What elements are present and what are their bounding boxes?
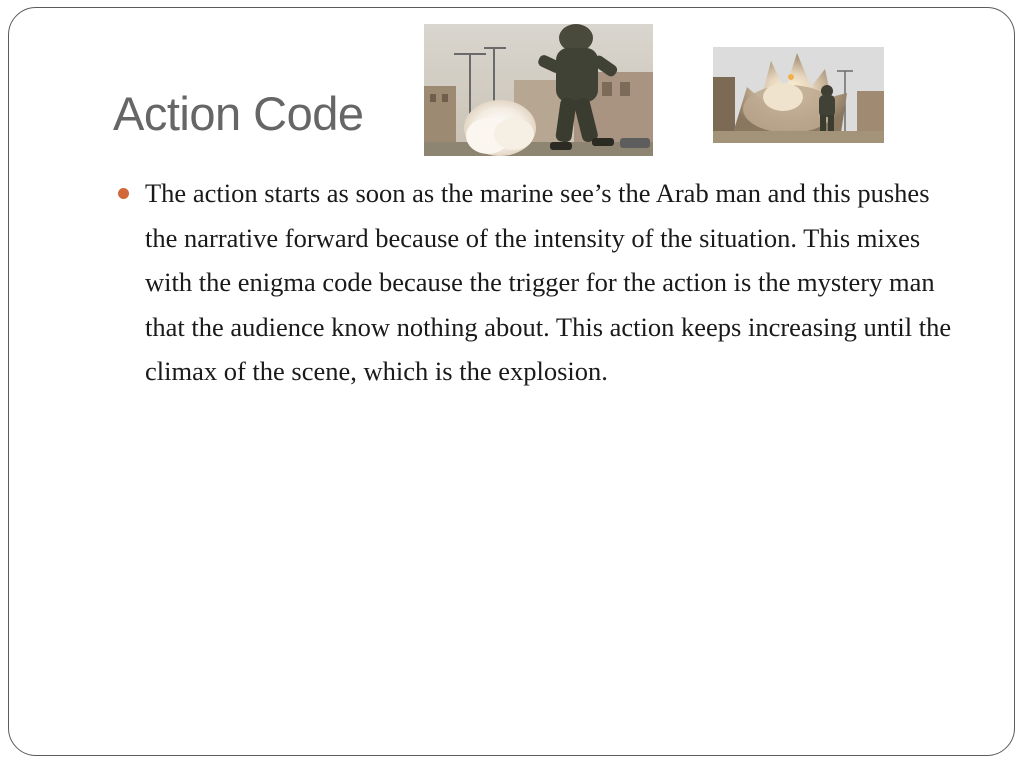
bullet-list [115, 171, 960, 394]
bullet-dot-icon [118, 188, 129, 199]
bullet-item [115, 171, 960, 394]
explosion-photo [713, 47, 884, 143]
bomb-suit-soldier-photo [424, 24, 653, 156]
bullet-text: The action starts as soon as the marine see’s the Arab man and this pushes the narrative forward because of the intensity of the situation. This mixes with the enigma code because the trigger for the action is the mystery man that the audience know nothing about. This action keeps increasing until the climax of the scene, which is the explosion. [145, 178, 952, 386]
slide-title: Action Code [113, 87, 364, 140]
slide [8, 7, 1015, 756]
